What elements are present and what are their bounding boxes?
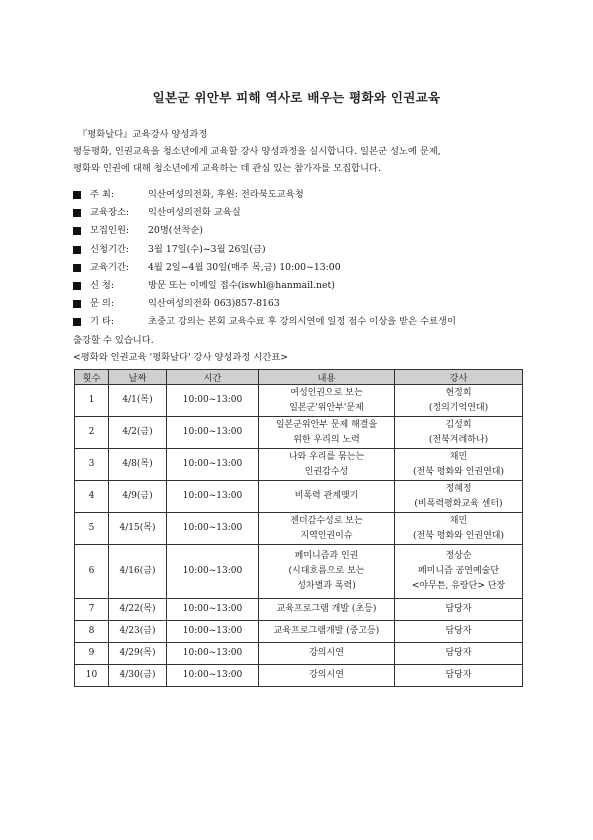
table-caption: <평화와 인권교육 '평화날다' 강사 양성과정 시간표> <box>73 352 289 363</box>
info-label: 문 의: <box>90 298 115 310</box>
cell-instructor-line: 담당자 <box>445 670 472 680</box>
cell-instructor-line: (비폭력평화교육 센터) <box>414 498 503 509</box>
cell-content <box>259 449 395 481</box>
cell-instructor <box>395 643 523 665</box>
table-row <box>75 665 523 687</box>
header-date: 날짜 <box>109 370 167 385</box>
cell-content-line: 여성인권으로 보는 <box>290 387 363 398</box>
cell-instructor-line: (전북겨레하나) <box>428 434 489 445</box>
intro-paragraph <box>73 143 533 177</box>
info-label: 신 청: <box>90 279 115 291</box>
cell-date: 4/15(목) <box>109 513 167 545</box>
cell-time: 10:00~13:00 <box>167 513 259 545</box>
table-row <box>75 385 523 417</box>
square-bullet-icon <box>73 209 81 217</box>
cell-content-line: 교육프로그램 개발 (초등) <box>276 604 377 614</box>
table-row <box>75 513 523 545</box>
cell-session-no: 4 <box>75 481 109 513</box>
info-list <box>73 186 533 349</box>
cell-session-no: 3 <box>75 449 109 481</box>
cell-date: 4/9(금) <box>109 481 167 513</box>
info-item-capacity <box>73 222 533 240</box>
cell-session-no: 10 <box>75 665 109 687</box>
cell-content-line: 교육프로그램개발 (중고등) <box>273 626 380 636</box>
info-value: 4월 2일~4월 30일(매주 목,금) 10:00~13:00 <box>148 261 341 273</box>
cell-content <box>259 665 395 687</box>
cell-content-line: 젠더감수성로 보는 <box>290 515 363 526</box>
info-item-etc <box>73 313 533 331</box>
cell-time: 10:00~13:00 <box>167 481 259 513</box>
cell-content-line: 일본군'위안부'문제 <box>289 402 364 413</box>
cell-instructor <box>395 481 523 513</box>
intro-line: 평화와 인권에 대해 청소년에게 교육하는 데 관심 있는 참가자를 모집합니다. <box>73 163 381 174</box>
table-row <box>75 545 523 599</box>
cell-instructor-line: 김성희 <box>445 419 472 430</box>
cell-session-no: 7 <box>75 599 109 621</box>
cell-session-no: 8 <box>75 621 109 643</box>
cell-date: 4/1(목) <box>109 385 167 417</box>
cell-time: 10:00~13:00 <box>167 545 259 599</box>
cell-instructor <box>395 417 523 449</box>
info-item-venue <box>73 204 533 222</box>
cell-instructor-line: 정상순 <box>445 551 472 561</box>
cell-time: 10:00~13:00 <box>167 449 259 481</box>
info-label: 기 타: <box>90 316 115 328</box>
info-label: 교육장소: <box>90 207 130 219</box>
cell-time: 10:00~13:00 <box>167 599 259 621</box>
info-item-organizer <box>73 186 533 204</box>
info-value: 초중고 강의는 본회 교육수료 후 강의시연에 일정 점수 이상을 받은 수료생이 <box>148 316 456 328</box>
info-label: 모집인원: <box>90 225 130 237</box>
cell-instructor-line: (정의기억연대) <box>428 402 489 413</box>
table-row <box>75 417 523 449</box>
header-instructor: 강사 <box>395 370 523 385</box>
square-bullet-icon <box>73 191 81 199</box>
info-value: 익산여성의전화 교육실 <box>148 207 241 219</box>
cell-session-no: 5 <box>75 513 109 545</box>
cell-instructor-line: 담당자 <box>445 648 472 658</box>
cell-date: 4/2(금) <box>109 417 167 449</box>
info-item-education-period <box>73 259 533 277</box>
page-title: 일본군 위안부 피해 역사로 배우는 평화와 인권교육 <box>152 90 441 105</box>
cell-session-no: 6 <box>75 545 109 599</box>
cell-content <box>259 621 395 643</box>
cell-session-no: 1 <box>75 385 109 417</box>
table-row <box>75 643 523 665</box>
cell-content-line: 지역인권이슈 <box>300 530 353 541</box>
info-label: 신청기간: <box>90 243 130 255</box>
cell-content <box>259 513 395 545</box>
cell-content-line: 나와 우리를 묶는는 <box>288 451 365 462</box>
cell-session-no: 2 <box>75 417 109 449</box>
schedule-table-body <box>75 385 523 687</box>
cell-time: 10:00~13:00 <box>167 665 259 687</box>
info-note-continuation: 출강할 수 있습니다. <box>73 334 154 346</box>
square-bullet-icon <box>73 246 81 254</box>
info-item-application <box>73 277 533 295</box>
cell-date: 4/22(목) <box>109 599 167 621</box>
cell-content <box>259 481 395 513</box>
cell-content-line: 강의시연 <box>309 648 344 658</box>
cell-time: 10:00~13:00 <box>167 417 259 449</box>
cell-content-line: 비폭력 관계맺기 <box>294 491 359 501</box>
cell-instructor-line: 페미니즘 공연예술단 <box>417 566 500 576</box>
cell-session-no: 9 <box>75 643 109 665</box>
cell-instructor-line: (전북 평화와 인권연대) <box>413 530 504 541</box>
cell-content <box>259 643 395 665</box>
table-row <box>75 481 523 513</box>
cell-content <box>259 545 395 599</box>
cell-content <box>259 599 395 621</box>
info-item-inquiry <box>73 295 533 313</box>
square-bullet-icon <box>73 282 81 290</box>
cell-date: 4/16(금) <box>109 545 167 599</box>
cell-content-line: 성차별과 폭력) <box>297 581 356 591</box>
cell-time: 10:00~13:00 <box>167 643 259 665</box>
cell-content-line: 인권감수성 <box>304 466 349 477</box>
cell-date: 4/30(금) <box>109 665 167 687</box>
cell-instructor <box>395 599 523 621</box>
cell-content-line: 위한 우리의 노력 <box>293 434 360 445</box>
cell-instructor-line: 현정희 <box>445 387 472 398</box>
cell-instructor <box>395 385 523 417</box>
info-label: 주 최: <box>90 189 115 200</box>
cell-date: 4/8(목) <box>109 449 167 481</box>
cell-instructor <box>395 621 523 643</box>
info-label: 교육기간: <box>90 261 130 273</box>
schedule-table <box>74 369 523 687</box>
header-content: 내용 <box>259 370 395 385</box>
info-value: 방문 또는 이메일 접수(iswhl@hanmail.net) <box>148 279 335 291</box>
square-bullet-icon <box>73 227 81 235</box>
cell-instructor-line: 담당자 <box>445 604 472 614</box>
cell-instructor-line: 채민 <box>449 451 468 462</box>
cell-instructor <box>395 545 523 599</box>
info-value: 익산여성의전화 063)857-8163 <box>148 298 280 310</box>
cell-instructor-line: <야무튼, 유랑단> 단장 <box>411 581 506 591</box>
cell-instructor <box>395 665 523 687</box>
header-time: 시간 <box>167 370 259 385</box>
cell-content-line: (시대흐름으로 보는 <box>288 566 365 576</box>
cell-date: 4/29(목) <box>109 643 167 665</box>
table-row <box>75 599 523 621</box>
cell-time: 10:00~13:00 <box>167 385 259 417</box>
cell-time: 10:00~13:00 <box>167 621 259 643</box>
table-header-row <box>75 370 523 385</box>
header-session-no: 횟수 <box>75 370 109 385</box>
cell-instructor-line: (전북 평화와 인권연대) <box>413 466 504 477</box>
info-value: 익산여성의전화, 후원: 전라북도교육청 <box>148 189 304 200</box>
cell-instructor-line: 채민 <box>449 515 468 526</box>
cell-instructor-line: 정혜정 <box>445 483 472 494</box>
cell-content <box>259 385 395 417</box>
cell-date: 4/23(금) <box>109 621 167 643</box>
square-bullet-icon <box>73 318 81 326</box>
table-row <box>75 449 523 481</box>
cell-content-line: 일본군위안부 문제 해결을 <box>275 419 378 430</box>
cell-instructor <box>395 449 523 481</box>
program-subtitle: 『평화날다』교육강사 양성과정 <box>78 129 208 140</box>
info-item-application-period <box>73 241 533 259</box>
intro-line: 평등평화, 인권교육을 청소년에게 교육할 강사 양성과정을 실시합니다. 일본군 성노예 문제, <box>73 146 441 157</box>
cell-content <box>259 417 395 449</box>
info-value: 20명(선착순) <box>148 225 204 237</box>
cell-content-line: 페미니즘과 인권 <box>294 551 359 561</box>
square-bullet-icon <box>73 264 81 272</box>
cell-instructor-line: 담당자 <box>445 626 472 636</box>
square-bullet-icon <box>73 300 81 308</box>
cell-instructor <box>395 513 523 545</box>
cell-content-line: 강의시연 <box>309 670 344 680</box>
info-value: 3월 17일(수)~3월 26일(금) <box>148 243 266 255</box>
table-row <box>75 621 523 643</box>
